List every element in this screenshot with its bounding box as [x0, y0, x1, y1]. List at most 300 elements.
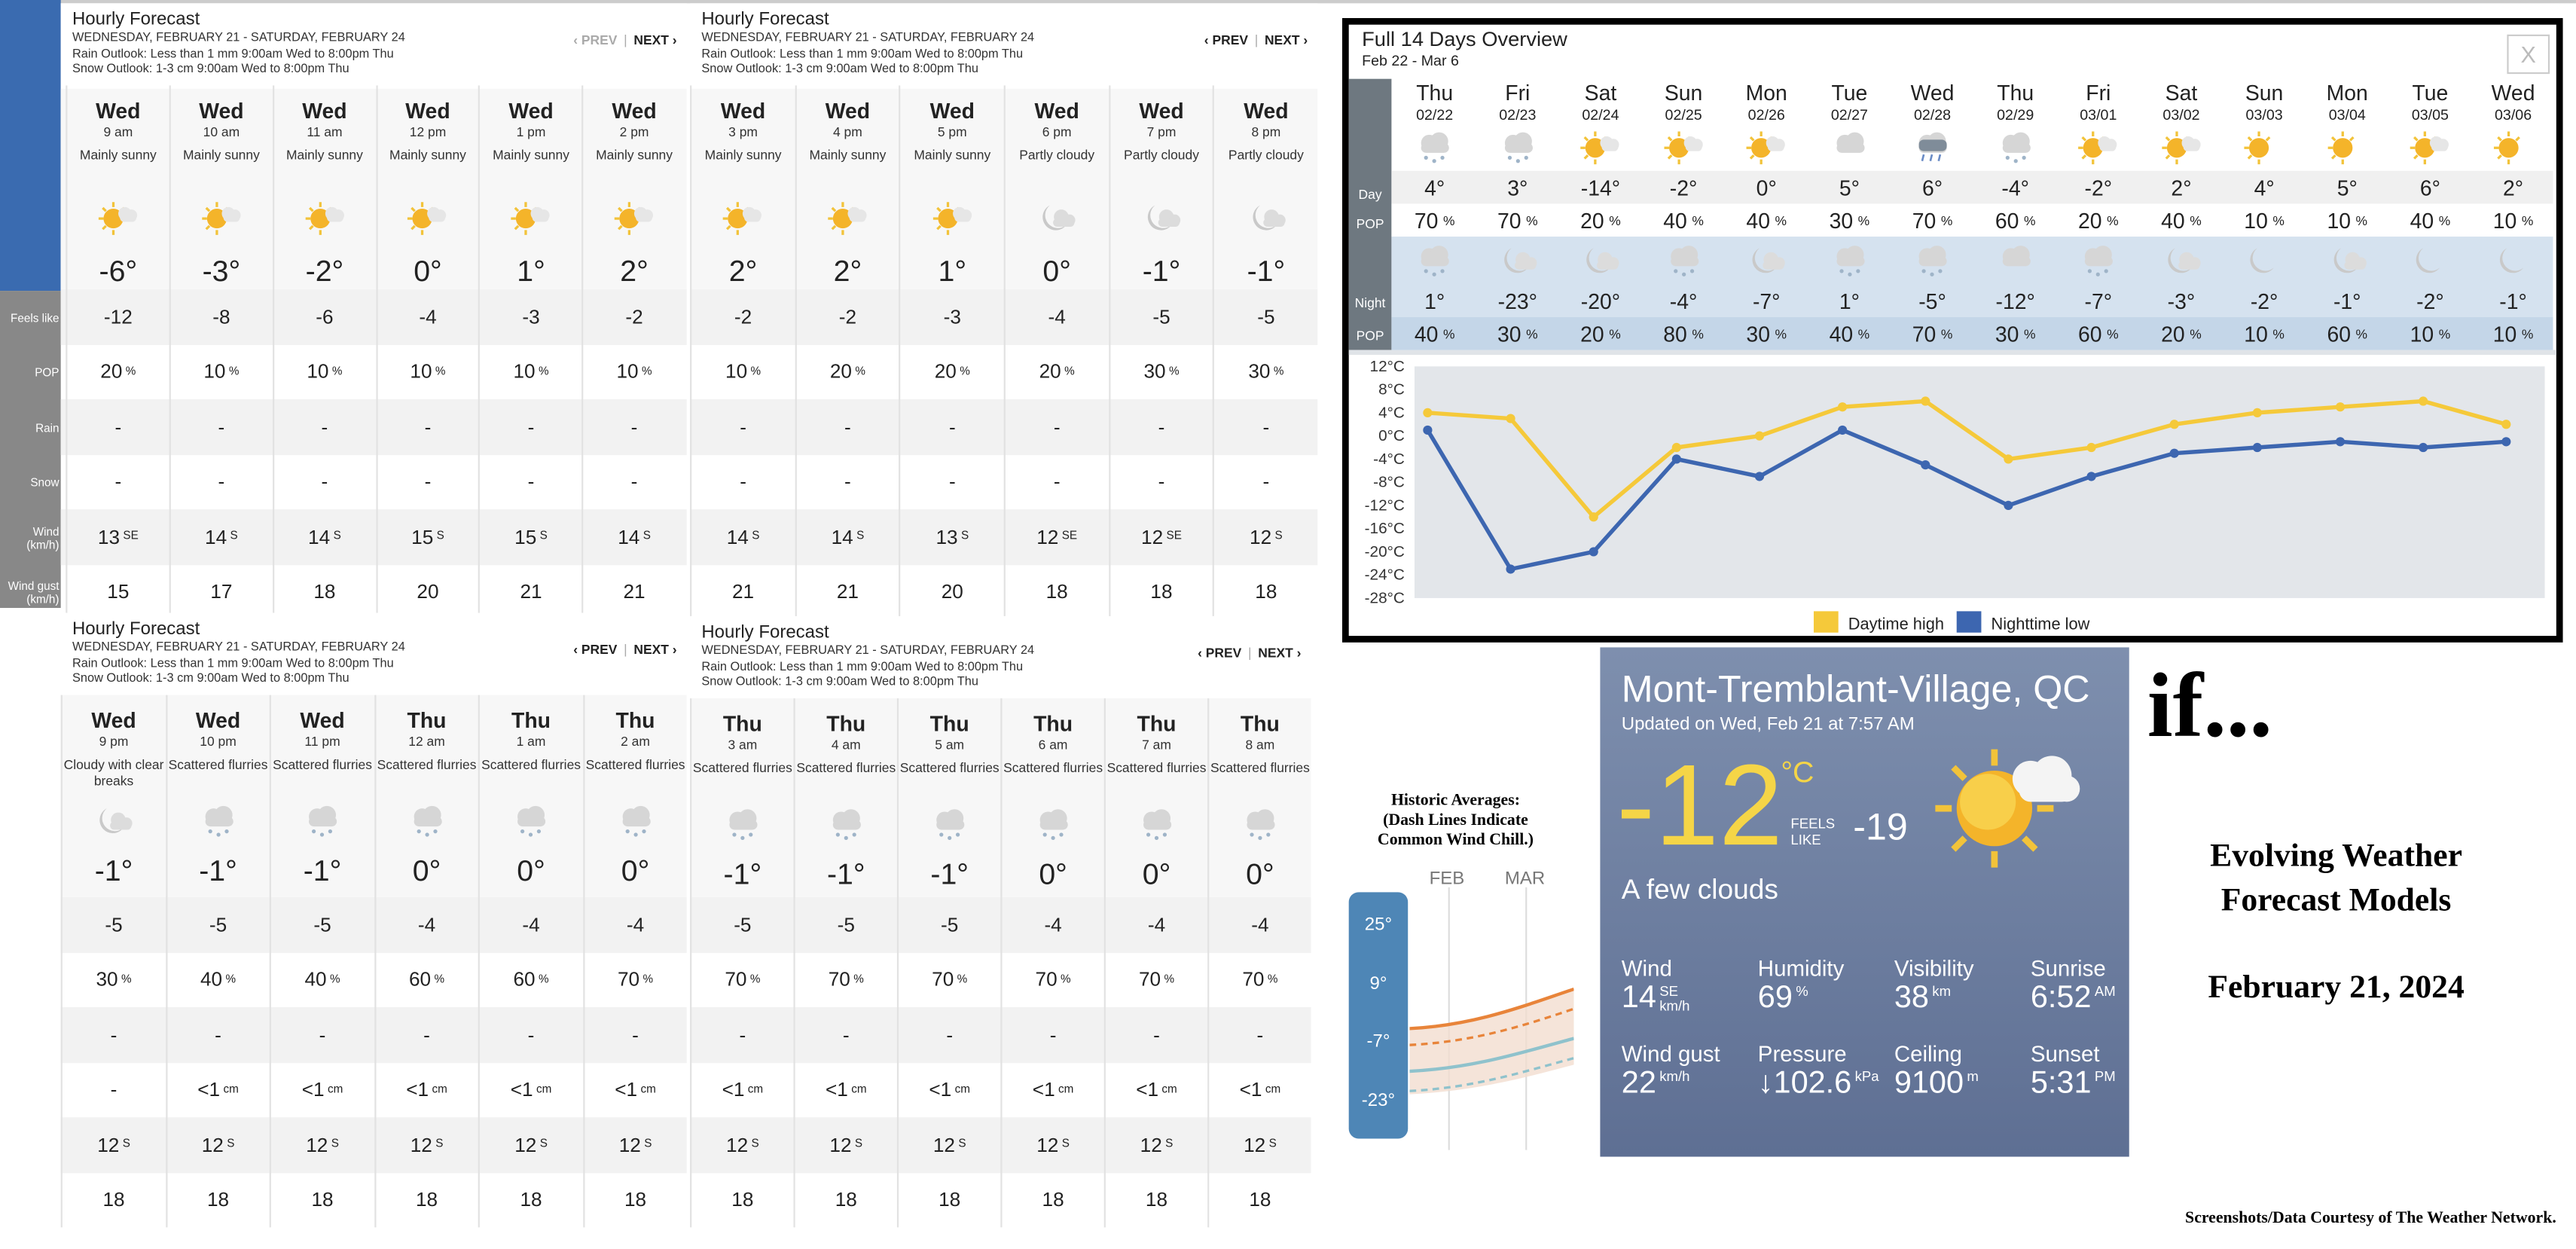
moon-cloud-icon: [1245, 200, 1288, 237]
row-label-feels: Feels like: [11, 313, 60, 325]
cloud-icon: [1994, 243, 2037, 288]
feels-like-value: -2: [838, 305, 857, 328]
feels-like-value: -5: [941, 913, 959, 936]
wind-direction: S: [642, 531, 651, 543]
snow-cell: [67, 454, 169, 509]
pop-cell: [1215, 344, 1318, 399]
sidebar-accent: [0, 0, 61, 291]
pop-value: 20: [100, 360, 123, 383]
snow-cell: [1110, 454, 1213, 509]
wind-gust-value: 20: [417, 580, 439, 604]
hour-temp: 0°: [412, 854, 441, 887]
wind-value: 12: [97, 1133, 120, 1156]
data-point: [2170, 420, 2179, 429]
y-tick-label: 12°C: [1369, 357, 1405, 375]
pop-unit: %: [1061, 973, 1071, 986]
wind-gust-value: 18: [206, 1188, 230, 1212]
updated-time: Updated on Wed, Feb 21 at 7:57 AM: [1621, 714, 1915, 734]
night-pop-value: 80: [1663, 321, 1687, 347]
wind-gust-value: 18: [731, 1188, 754, 1212]
data-point: [2004, 501, 2013, 510]
snow-value: <1: [301, 1078, 325, 1101]
close-button[interactable]: X: [2507, 35, 2550, 74]
pop-cell: [273, 344, 375, 399]
pop-cell: [795, 952, 897, 1007]
snow-outlook: Snow Outlook: 1-3 cm 9:00am Wed to 8:00pm Thu: [72, 670, 349, 686]
hour-condition: Scattered flurries: [481, 757, 581, 773]
overview-date: 02/29: [1997, 106, 2034, 124]
hour-day: Thu: [1240, 711, 1280, 737]
stat-value-wrap: [1622, 981, 1757, 1017]
wind-cell: [1006, 509, 1109, 564]
pop-value: 10: [307, 360, 329, 383]
feels-like-value: -12: [103, 305, 133, 328]
hour-column: [897, 698, 1000, 1227]
stat-value: 22: [1621, 1066, 1656, 1101]
hour-condition: Partly cloudy: [1019, 148, 1095, 163]
hour-time: 8 pm: [1251, 124, 1281, 140]
y-tick-label: -20°C: [1364, 542, 1405, 560]
overview-high: 6°: [2419, 175, 2440, 200]
y-tick-label: 8°C: [1378, 380, 1405, 399]
hour-column: [478, 85, 581, 619]
hourly-forecast-panel: [690, 616, 1311, 1221]
overview-low: -7°: [1752, 288, 1781, 313]
overview-panel: [1342, 18, 2563, 643]
snow-unit: cm: [327, 1083, 343, 1096]
overview-dayname: Thu: [1416, 80, 1454, 105]
wind-value: 12: [829, 1133, 852, 1156]
row-label-pop: POP: [35, 368, 60, 380]
pop-value: 70: [1035, 968, 1058, 991]
pop-unit: %: [960, 365, 970, 378]
snow-value: <1: [1239, 1078, 1262, 1101]
rain-value: -: [948, 415, 956, 438]
next-link[interactable]: NEXT ›: [633, 642, 677, 658]
night-pop-value: 30: [1995, 321, 2019, 347]
snow-value: -: [1158, 470, 1165, 493]
sun-cloud-icon: [510, 200, 553, 237]
hour-condition: Mainly sunny: [596, 148, 673, 163]
snow-unit: cm: [851, 1083, 867, 1096]
overview-low: -2°: [2416, 288, 2444, 313]
snow-unit: cm: [640, 1083, 656, 1096]
pop-cell: [377, 344, 479, 399]
wind-value: 12: [1250, 525, 1272, 548]
overview-day-pop: [2223, 203, 2306, 237]
prev-link[interactable]: ‹ PREV: [573, 32, 618, 48]
stat-wind-gust: [1622, 1042, 1757, 1103]
pop-unit: %: [1267, 973, 1278, 986]
rain-value: -: [739, 1023, 746, 1046]
moon-cloud-icon: [1579, 243, 1622, 288]
snow-unit: cm: [536, 1083, 552, 1096]
overview-dayname: Mon: [1745, 80, 1787, 105]
hour-temp: -1°: [930, 857, 969, 891]
sun-cloud-icon: [200, 200, 243, 237]
overview-high: 4°: [2254, 175, 2275, 200]
sun-cloud-icon: [2160, 130, 2203, 174]
wind-cell: [901, 509, 1004, 564]
flurries-icon: [1135, 807, 1178, 843]
wind-gust-value: 18: [1150, 580, 1173, 604]
day-pop-value: 30: [1829, 207, 1854, 233]
snow-cell: [480, 1062, 582, 1117]
night-pop-value: 40: [1414, 321, 1439, 347]
hour-temp: -1°: [303, 854, 342, 887]
overview-high: 5°: [2336, 175, 2358, 200]
overview-day-pop: [2471, 203, 2554, 237]
prev-link[interactable]: ‹ PREV: [573, 642, 618, 658]
stat-value-wrap: [1622, 1067, 1757, 1103]
pop-unit: %: [642, 973, 654, 986]
flurries-icon: [1413, 130, 1456, 174]
stat-unit-wrap: [1796, 984, 1808, 999]
panel-title: Hourly Forecast: [72, 619, 200, 640]
rain-value: -: [842, 1023, 850, 1046]
hour-day: Wed: [1034, 98, 1079, 124]
pop-unit: %: [125, 365, 136, 378]
wind-cell: [273, 509, 375, 564]
stat-sunset: [2031, 1042, 2165, 1103]
hour-column: [795, 85, 899, 619]
hour-time: 12 pm: [409, 124, 447, 140]
pop-value: 70: [1138, 968, 1161, 991]
wind-gust-value: 21: [731, 580, 755, 604]
snow-value: -: [527, 470, 535, 493]
hour-condition: Mainly sunny: [182, 148, 260, 163]
overview-high: 0°: [1756, 175, 1777, 200]
sun-icon: [2492, 130, 2535, 174]
hour-condition: Scattered flurries: [692, 760, 792, 776]
hour-condition: Scattered flurries: [585, 757, 685, 773]
night-pop-value: 30: [1497, 321, 1521, 347]
snow-cell: [901, 454, 1004, 509]
next-link[interactable]: NEXT ›: [1258, 646, 1302, 661]
night-label: Night: [1354, 295, 1386, 311]
day-pop-unit: %: [1940, 212, 1953, 228]
night-pop-unit: %: [2023, 325, 2036, 341]
hour-temp: -1°: [199, 854, 237, 887]
night-pop-value: 40: [1829, 321, 1854, 347]
hour-time: 5 pm: [937, 124, 967, 140]
pager-separator: |: [1254, 32, 1259, 48]
chart-area: [1349, 350, 2556, 637]
hour-column: [272, 85, 375, 619]
rain-value: -: [110, 1023, 118, 1046]
stat-label: Pressure: [1757, 1041, 1847, 1067]
day-pop-value: 70: [1414, 207, 1439, 233]
hour-time: 11 pm: [304, 734, 340, 750]
data-point: [2336, 437, 2345, 446]
snow-cell: [1215, 454, 1318, 509]
pop-value: 70: [617, 968, 640, 991]
feels-like-value: -4: [419, 305, 437, 328]
feels-like-value: -5: [1152, 305, 1170, 328]
day-pop-value: 70: [1912, 207, 1937, 233]
prev-link[interactable]: ‹ PREV: [1198, 646, 1242, 661]
prev-link[interactable]: ‹ PREV: [1204, 32, 1248, 48]
hour-time: 11 am: [307, 124, 343, 140]
overview-day: [1393, 81, 1476, 350]
day-pop-unit: %: [2107, 212, 2119, 228]
snow-cell: [375, 1062, 478, 1117]
data-point: [1423, 426, 1432, 435]
plot-background: [1415, 366, 2545, 598]
pager: [1204, 33, 1308, 48]
wind-value: 13: [935, 525, 958, 548]
hour-day: Wed: [825, 98, 871, 124]
y-tick-label: 4°C: [1378, 404, 1405, 422]
sun-cloud-icon: [407, 200, 450, 237]
overview-night-pop: [1725, 317, 1808, 350]
pop-value: 70: [1242, 968, 1265, 991]
overview-day-pop: [1891, 203, 1973, 237]
y-tick-label: 0°C: [1378, 427, 1405, 445]
day-pop-unit: %: [1857, 212, 1870, 228]
overview-day: [2306, 81, 2388, 350]
day-pop-value: 40: [2161, 207, 2185, 233]
feels-like-value: -3: [943, 305, 961, 328]
next-link[interactable]: NEXT ›: [1264, 32, 1308, 48]
wind-gust-value: 21: [623, 580, 646, 604]
overview-low: -1°: [2333, 288, 2361, 313]
day-pop-value: 40: [2410, 207, 2434, 233]
stat-pressure: [1758, 1042, 1893, 1103]
pop-value: 30: [96, 968, 118, 991]
wind-gust-value: 18: [1042, 1188, 1064, 1212]
wind-value: 12: [1141, 525, 1164, 548]
rain-value: -: [1158, 415, 1165, 438]
hour-time: 3 pm: [728, 124, 758, 140]
moon-icon: [2492, 243, 2535, 288]
snow-cell: [63, 1062, 165, 1117]
wind-cell: [377, 509, 479, 564]
data-point: [1589, 547, 1598, 556]
overview-night-pop: [1393, 317, 1476, 350]
overview-night-pop: [2388, 317, 2471, 350]
pop-value: 60: [513, 968, 536, 991]
wind-value: 12: [306, 1133, 328, 1156]
stat-unit-wrap: [2094, 1067, 2116, 1085]
models-line-2: Forecast Models: [2220, 882, 2452, 919]
legend-swatch: [1814, 611, 1839, 632]
overview-day: [1642, 81, 1725, 350]
data-point: [1589, 512, 1598, 521]
wind-cell: [691, 509, 795, 564]
overview-dayname: Tue: [1831, 80, 1868, 105]
overview-low: -4°: [1669, 288, 1698, 313]
night-pop-unit: %: [1692, 325, 1704, 341]
snow-unit: cm: [954, 1083, 970, 1096]
feels-value: -19: [1853, 805, 1908, 848]
feels-like-value: -4: [522, 913, 540, 936]
wind-direction: SE: [1061, 531, 1078, 543]
rain-value: -: [114, 415, 122, 438]
pop-value: 70: [725, 968, 747, 991]
wind-value: 12: [1036, 1133, 1059, 1156]
hour-time: 4 am: [831, 737, 861, 753]
overview-day-pop: [1808, 203, 1891, 237]
sun-cloud-icon: [722, 200, 765, 237]
rain-value: -: [218, 415, 225, 438]
hour-time: 8 am: [1245, 737, 1275, 753]
hour-condition: Scattered flurries: [1210, 760, 1310, 776]
overview-date: 02/24: [1582, 106, 1619, 124]
data-point: [1755, 472, 1764, 481]
feels-like-value: -4: [1251, 913, 1269, 936]
pop-value: 70: [932, 968, 954, 991]
pop-value: 30: [1143, 360, 1166, 383]
feels-like-value: -8: [212, 305, 230, 328]
overview-high: 2°: [2171, 175, 2192, 200]
pop-value: 10: [725, 360, 748, 383]
hour-temp: -1°: [1142, 255, 1181, 288]
stat-unit-wrap: [1659, 1067, 1690, 1085]
hour-column: [582, 695, 687, 1228]
snow-value: -: [110, 1078, 118, 1101]
scale-label: -7°: [1366, 1031, 1390, 1052]
overview-dayname: Sat: [2165, 80, 2198, 105]
y-tick-label: -16°C: [1364, 520, 1405, 538]
wind-cell: [691, 1117, 793, 1172]
overview-day: [1725, 81, 1808, 350]
wind-direction: S: [751, 1139, 759, 1151]
hour-temp: 1°: [517, 255, 545, 288]
hour-condition: Mainly sunny: [493, 148, 569, 163]
pop-value: 20: [934, 360, 957, 383]
snow-value: <1: [929, 1078, 952, 1101]
legend-label: Daytime high: [1848, 614, 1944, 634]
pop-unit: %: [641, 365, 652, 378]
rain-value: -: [1153, 1023, 1160, 1046]
snow-value: <1: [615, 1078, 638, 1101]
current-temp: -12: [1616, 741, 1783, 869]
pop-value: 10: [513, 360, 536, 383]
overview-day: [1891, 81, 1973, 350]
night-pop-value: 60: [2327, 321, 2352, 347]
scale-label: 9°: [1369, 974, 1387, 994]
overview-dayname: Thu: [1997, 80, 2034, 105]
hour-time: 3 am: [728, 737, 758, 753]
rain-value: -: [319, 1023, 326, 1046]
stat-value-wrap: [1758, 981, 1893, 1017]
hour-temp: -2°: [305, 255, 344, 288]
hour-column: [581, 85, 685, 619]
day-pop-unit: %: [2272, 212, 2285, 228]
night-pop-value: 10: [2244, 321, 2268, 347]
pop-unit: %: [538, 973, 549, 986]
wind-cell: [1110, 509, 1213, 564]
data-point: [2501, 437, 2510, 446]
data-point: [1506, 414, 1515, 423]
pop-unit: %: [957, 973, 968, 986]
night-pop-value: 20: [2161, 321, 2185, 347]
data-point: [1921, 460, 1930, 469]
night-pop-unit: %: [1442, 325, 1455, 341]
stat-unit: km/h: [1659, 1067, 1690, 1085]
flurries-icon: [405, 804, 448, 840]
day-pop-value: 40: [1746, 207, 1770, 233]
snow-cell: [377, 454, 479, 509]
hourly-forecast-panel: [61, 613, 687, 1218]
day-pop-unit: %: [1692, 212, 1704, 228]
overview-day: [2471, 81, 2554, 350]
overview-night-pop: [1808, 317, 1891, 350]
hour-temp: 0°: [1142, 857, 1171, 891]
hour-temp: -1°: [723, 857, 762, 891]
pager: [1198, 646, 1301, 661]
overview-date: 02/25: [1665, 106, 1702, 124]
overview-date: 02/28: [1913, 106, 1952, 124]
pop-value: 10: [616, 360, 639, 383]
sun-cloud-icon: [96, 200, 139, 237]
hour-condition: Scattered flurries: [168, 757, 268, 773]
day-label: Day: [1358, 187, 1382, 203]
wind-direction: S: [435, 1139, 444, 1151]
pager: [573, 33, 676, 48]
overview-low: -3°: [2167, 288, 2196, 313]
wind-gust-value: 20: [941, 580, 963, 604]
overview-high: -2°: [1669, 175, 1698, 200]
hour-column: [793, 698, 896, 1227]
hourly-forecast-panel: [690, 3, 1317, 608]
pop-value: 20: [1039, 360, 1061, 383]
pop-cell: [375, 952, 478, 1007]
wind-cell: [584, 509, 685, 564]
sun-cloud-icon: [1662, 130, 1705, 174]
snow-unit: cm: [223, 1083, 239, 1096]
sun-icon: [2326, 130, 2369, 174]
stat-ceiling: [1894, 1042, 2029, 1103]
panel-title: Hourly Forecast: [72, 10, 200, 30]
overview-day: [2140, 81, 2223, 350]
rain-outlook: Rain Outlook: Less than 1 mm 9:00am Wed to 8:00pm Thu: [701, 44, 1024, 60]
stat-unit: AM: [2094, 982, 2116, 1000]
data-point: [2086, 472, 2095, 481]
flurries-icon: [1032, 807, 1075, 843]
next-link[interactable]: NEXT ›: [633, 32, 677, 48]
feels-like-value: -2: [625, 305, 643, 328]
day-pop-unit: %: [1609, 212, 1621, 228]
hour-column: [1213, 85, 1317, 619]
feels-like-value: -6: [316, 305, 334, 328]
flurries-icon: [928, 807, 971, 843]
wind-gust-value: 18: [1255, 580, 1277, 604]
stat-value-wrap: [1758, 1067, 1893, 1103]
overview-low: -5°: [1918, 288, 1946, 313]
overview-night-pop: [1559, 317, 1642, 350]
overview-high: -2°: [2084, 175, 2113, 200]
hour-temp: 0°: [1042, 255, 1071, 288]
overview-day-pop: [2057, 203, 2140, 237]
flurries-icon: [825, 807, 868, 843]
hour-column: [478, 695, 583, 1228]
wind-direction: S: [331, 1139, 339, 1151]
overview-night-pop: [2471, 317, 2554, 350]
flurries-icon: [1662, 243, 1705, 288]
hour-temp: -6°: [99, 255, 138, 288]
moon-cloud-icon: [1140, 200, 1183, 237]
wind-direction: S: [752, 531, 760, 543]
overview-date: 02/27: [1830, 106, 1868, 124]
overview-low: 1°: [1839, 288, 1860, 313]
stat-label: Sunset: [2030, 1041, 2100, 1067]
overview-dayname: Wed: [2491, 80, 2535, 105]
snow-value: <1: [197, 1078, 221, 1101]
wind-cell: [796, 509, 899, 564]
overview-dayname: Tue: [2412, 80, 2449, 105]
